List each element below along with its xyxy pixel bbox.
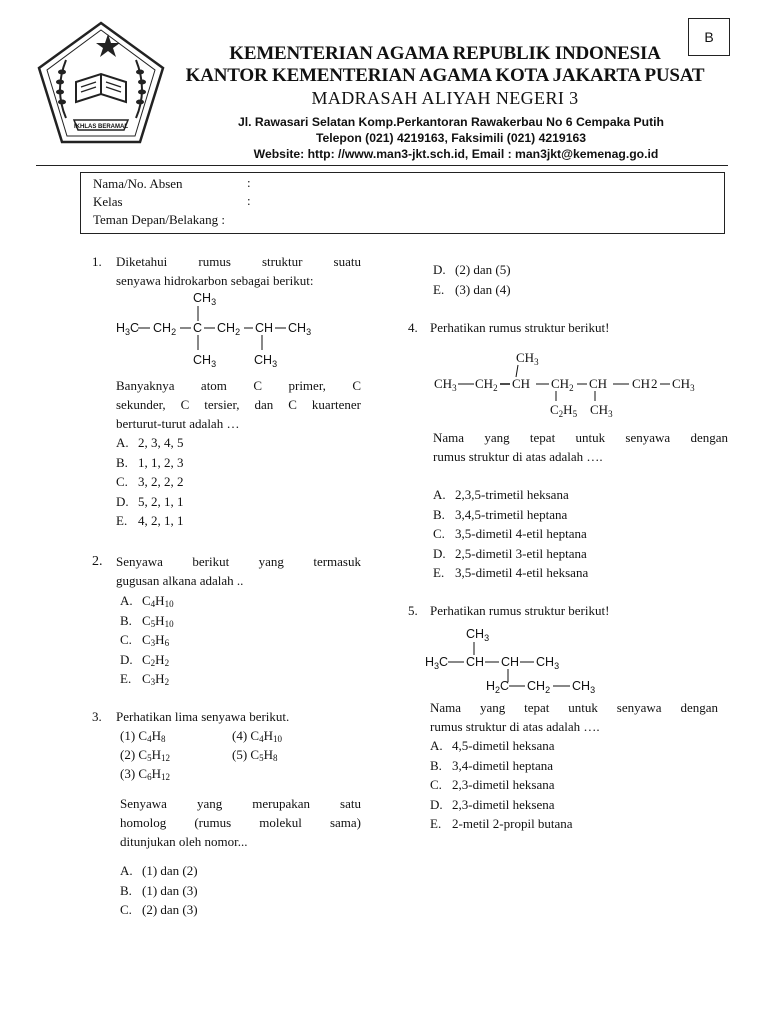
q3-after-line3: ditunjukan oleh nomor... — [120, 834, 248, 849]
q1-structure — [112, 288, 322, 372]
q3-options-col2 — [433, 260, 511, 299]
ministry-title: KEMENTERIAN AGAMA REPUBLIK INDONESIA — [229, 43, 661, 64]
q3-option-c[interactable]: C. (2) dan (3) — [120, 902, 198, 917]
q5-top-ch3: $CH_3$ — [466, 627, 490, 643]
q1-after-line3: berturut-turut adalah … — [116, 416, 240, 431]
svg-text:C: C — [193, 321, 203, 335]
svg-text:CH3: $CH_3$ — [536, 655, 560, 671]
q5-after-line2: rumus struktur di atas adalah …. — [430, 719, 600, 734]
q3-compound-1 — [120, 726, 165, 746]
q3-option-a[interactable]: A. (1) dan (2) — [120, 863, 198, 878]
q4-after-line1: Nama yang tepat untuk senyawa dengan — [433, 430, 728, 445]
q1-option-c[interactable]: C. 3, 2, 2, 2 — [116, 474, 184, 489]
q3-options-col1 — [120, 861, 198, 920]
chemical-formula: $C_3H_6$ — [142, 632, 170, 648]
svg-text:CH3: $CH_3$ — [672, 376, 695, 393]
svg-text:CH: CH — [512, 376, 531, 391]
q1-after-line2: sekunder, C tersier, dan C kuartener — [116, 397, 361, 412]
q2-option-e[interactable]: E. $C_3H_2$ — [120, 671, 170, 687]
q3-after-line2: homolog (rumus molekul sama) — [120, 815, 361, 830]
logo-ribbon-text: IKHLAS BERAMAL — [74, 124, 128, 130]
q5-option-d[interactable]: D. 2,3-dimetil heksena — [430, 796, 555, 812]
q1-option-d[interactable]: D. 5, 2, 1, 1 — [116, 493, 184, 509]
q5-option-c[interactable]: C. 2,3-dimetil heksana — [430, 777, 555, 792]
office-title: KANTOR KEMENTERIAN AGAMA KOTA JAKARTA PUSAT — [185, 65, 705, 86]
q5-row2: $H_2C$ — [486, 679, 510, 694]
q2-option-c[interactable]: C. $C_3H_6$ — [120, 632, 170, 648]
svg-text:CH: CH — [466, 655, 485, 669]
q5-after-line1: Nama yang tepat untuk senyawa dengan — [430, 700, 718, 715]
q4-bottom-ethyl: $C_2H_5$ — [550, 402, 578, 419]
q5-structure — [422, 624, 622, 694]
q4-stem: Perhatikan rumus struktur berikut! — [430, 320, 610, 335]
q3-compound-5 — [232, 745, 277, 765]
q5-option-e[interactable]: E. 2-metil 2-propil butana — [430, 816, 573, 831]
q3-number: 3. — [92, 709, 102, 724]
q4-option-c[interactable]: C. 3,5-dimetil 4-etil heptana — [433, 526, 587, 541]
q1-stem-line1: Diketahui rumus struktur suatu — [116, 254, 361, 269]
header-divider — [36, 165, 728, 166]
q3-after-line1: Senyawa yang merupakan satu — [120, 796, 361, 811]
q3-compound-4 — [232, 726, 282, 746]
q5-option-b[interactable]: B. 3,4-dimetil heptana — [430, 757, 554, 773]
q4-top-ch3: $CH_3$ — [516, 350, 539, 367]
q3-option-e[interactable]: E. (3) dan (4) — [433, 281, 511, 297]
chemical-formula: (5) $C_5H_8$ — [232, 747, 278, 763]
svg-text:CH: CH — [255, 321, 274, 335]
q2-option-a[interactable]: A. $C_4H_{10}$ — [120, 593, 174, 609]
q4-option-a[interactable]: A. 2,3,5-trimetil heksana — [433, 487, 569, 502]
q2-option-d[interactable]: D. $C_2H_2$ — [120, 651, 170, 668]
svg-text:CH3: $CH_3$ — [288, 321, 312, 337]
chemical-formula: $C_2H_2$ — [142, 651, 170, 668]
name-colon: : — [247, 175, 251, 190]
school-title: MADRASAH ALIYAH NEGERI 3 — [311, 88, 579, 108]
q1-bottom-left-ch3: $CH_3$ — [193, 353, 217, 369]
chemical-formula: (1) $C_4H_8$ — [120, 728, 166, 744]
q1-option-e[interactable]: E. 4, 2, 1, 1 — [116, 513, 184, 528]
q1-top-ch3: $CH_3$ — [193, 291, 217, 307]
q4-chain: $CH_3$ — [434, 376, 457, 393]
q4-options — [433, 485, 588, 583]
chemical-formula: (4) $C_4H_{10}$ — [232, 728, 282, 744]
chemical-formula: $C_3H_2$ — [142, 671, 170, 687]
school-web: Website: http: //www.man3-jkt.sch.id, Email : man3jkt@kemenag.go.id — [253, 147, 659, 161]
ministry-logo — [36, 20, 166, 146]
q5-row1: $H_3C$ — [425, 655, 449, 671]
name-label: Nama/No. Absen — [93, 176, 183, 191]
q4-number: 4. — [408, 320, 418, 335]
q4-structure — [430, 346, 730, 420]
student-identity-box — [80, 172, 725, 234]
school-address: Jl. Rawasari Selatan Komp.Perkantoran Rawakerbau No 6 Cempaka Putih — [237, 115, 665, 129]
q3-option-b[interactable]: B. (1) dan (3) — [120, 882, 198, 898]
q3-stem: Perhatikan lima senyawa berikut. — [116, 709, 290, 724]
q3-compound-3 — [120, 764, 170, 784]
svg-text:CH2: $CH_2$ — [551, 376, 574, 393]
q4-after-line2: rumus struktur di atas adalah …. — [433, 449, 603, 464]
q1-option-b[interactable]: B. 1, 1, 2, 3 — [116, 454, 184, 470]
svg-text:CH2: $CH_2$ — [153, 321, 177, 337]
svg-text:CH: CH — [589, 376, 608, 391]
q1-bottom-right-ch3: $CH_3$ — [254, 353, 278, 369]
q2-number: 2. — [92, 554, 103, 569]
chemical-formula: (2) $C_5H_{12}$ — [120, 747, 170, 763]
q4-bottom-ch3: $CH_3$ — [590, 402, 613, 419]
q2-options — [120, 591, 174, 689]
svg-text:2: 2 — [651, 376, 658, 391]
svg-text:CH: CH — [501, 655, 520, 669]
class-colon: : — [247, 193, 251, 208]
exam-code-box: B — [688, 18, 730, 56]
q2-stem-line1: Senyawa berikut yang termasuk — [116, 554, 361, 569]
q1-chain: $H_3C$ — [116, 321, 140, 337]
neighbor-label: Teman Depan/Belakang : — [93, 212, 225, 227]
q1-options — [116, 433, 184, 531]
q5-stem: Perhatikan rumus struktur berikut! — [430, 603, 610, 618]
svg-text:CH3: $CH_3$ — [572, 679, 596, 694]
q2-option-b[interactable]: B. $C_5H_{10}$ — [120, 612, 174, 629]
school-phone: Telepon (021) 4219163, Faksimili (021) 4219163 — [315, 131, 587, 145]
svg-text:CH: CH — [632, 376, 651, 391]
q3-option-d[interactable]: D. (2) dan (5) — [433, 262, 511, 277]
chemical-formula: (3) $C_6H_{12}$ — [120, 766, 170, 782]
q4-option-e[interactable]: E. 3,5-dimetil 4-etil heksana — [433, 565, 589, 580]
chemical-formula: $C_5H_{10}$ — [142, 612, 174, 629]
q5-options — [430, 736, 573, 834]
svg-text:CH2: $CH_2$ — [475, 376, 498, 393]
q3-compound-2 — [120, 745, 170, 765]
q1-after-line1: Banyaknya atom C primer, C — [116, 378, 361, 393]
q1-option-a[interactable]: A. 2, 3, 4, 5 — [116, 435, 184, 450]
q2-stem-line2: gugusan alkana adalah .. — [116, 573, 244, 588]
svg-text:CH2: $CH_2$ — [527, 679, 551, 694]
class-label: Kelas — [93, 194, 123, 209]
q5-option-a[interactable]: A. 4,5-dimetil heksana — [430, 738, 555, 753]
q5-number: 5. — [408, 603, 418, 618]
q1-number: 1. — [92, 254, 102, 269]
chemical-formula: $C_4H_{10}$ — [142, 593, 174, 609]
svg-text:CH2: $CH_2$ — [217, 321, 241, 337]
q1-stem-line2: senyawa hidrokarbon sebagai berikut: — [116, 273, 314, 288]
q4-option-d[interactable]: D. 2,5-dimetil 3-etil heptana — [433, 545, 587, 561]
q4-option-b[interactable]: B. 3,4,5-trimetil heptana — [433, 506, 568, 522]
